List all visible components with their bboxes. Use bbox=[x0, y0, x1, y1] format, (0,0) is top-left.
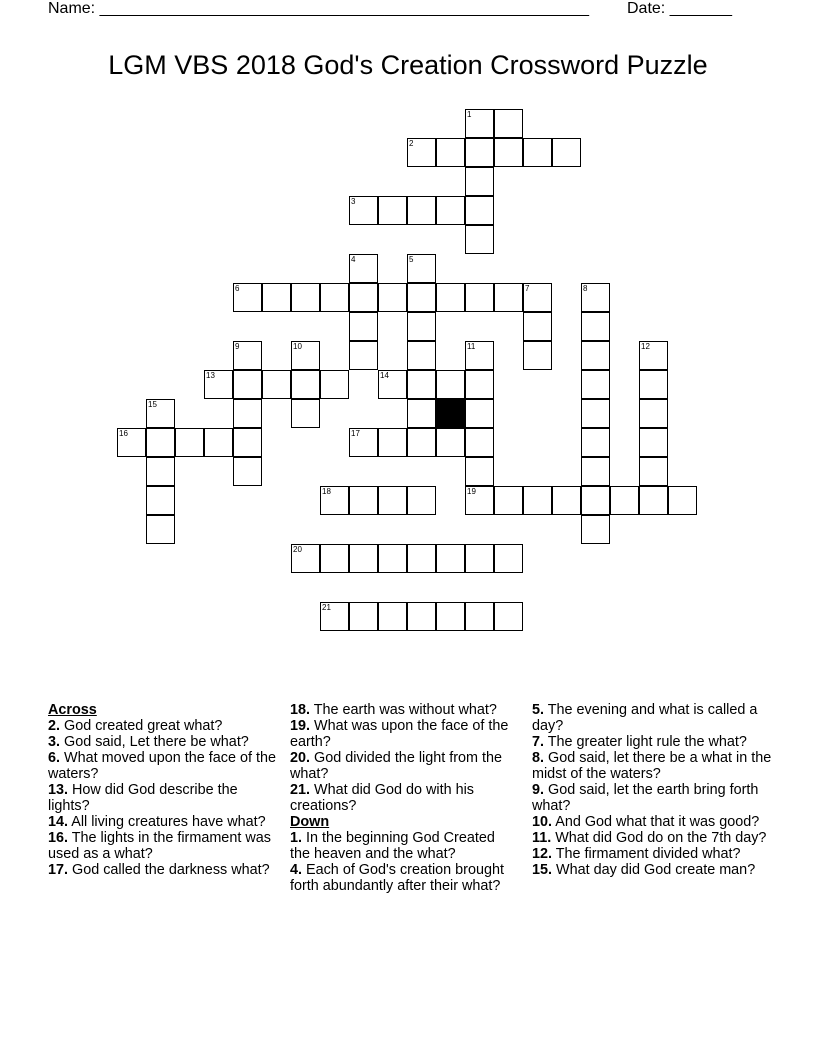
across-clue: 19. What was upon the face of the earth? bbox=[290, 718, 509, 750]
clue-number: 4 bbox=[351, 255, 356, 264]
crossword-cell[interactable] bbox=[523, 138, 552, 167]
down-clue: 1. In the beginning God Created the heaven and the what? bbox=[290, 830, 495, 862]
crossword-cell[interactable] bbox=[117, 428, 146, 457]
crossword-cell[interactable] bbox=[407, 138, 436, 167]
clue-number: 19 bbox=[467, 487, 476, 496]
crossword-cell[interactable] bbox=[291, 370, 320, 399]
crossword-cell[interactable] bbox=[407, 428, 436, 457]
crossword-cell[interactable] bbox=[465, 167, 494, 196]
crossword-cell[interactable] bbox=[581, 515, 610, 544]
crossword-cell[interactable] bbox=[581, 370, 610, 399]
clue-number: 17 bbox=[351, 429, 360, 438]
crossword-cell[interactable] bbox=[291, 283, 320, 312]
down-clue-list bbox=[290, 830, 518, 894]
page-title: LGM VBS 2018 God's Creation Crossword Puzzle bbox=[108, 50, 708, 80]
crossword-cell[interactable] bbox=[552, 138, 581, 167]
across-clue: 6. What moved upon the face of the waters? bbox=[48, 750, 277, 782]
crossword-cell[interactable] bbox=[581, 312, 610, 341]
crossword-cell[interactable] bbox=[465, 399, 494, 428]
crossword-cell[interactable] bbox=[523, 486, 552, 515]
crossword-cell[interactable] bbox=[407, 283, 436, 312]
across-heading: Across bbox=[48, 702, 97, 718]
crossword-cell[interactable] bbox=[436, 283, 465, 312]
across-clue: 21. What did God do with his creations? bbox=[290, 782, 474, 814]
down-clue: 12. The firmament divided what? bbox=[532, 846, 741, 862]
date-field[interactable]: Date: _______ bbox=[627, 0, 732, 17]
crossword-cell[interactable] bbox=[523, 341, 552, 370]
crossword-cell[interactable] bbox=[262, 370, 291, 399]
clue-number: 5 bbox=[409, 255, 414, 264]
crossword-cell[interactable] bbox=[465, 457, 494, 486]
crossword-cell[interactable] bbox=[465, 138, 494, 167]
blocked-cell bbox=[436, 399, 465, 428]
crossword-cell[interactable] bbox=[523, 283, 552, 312]
down-clue: 4. Each of God's creation brought forth abundantly after their what? bbox=[290, 862, 504, 894]
crossword-cell[interactable] bbox=[320, 283, 349, 312]
crossword-cell[interactable] bbox=[581, 457, 610, 486]
down-clue: 11. What did God do on the 7th day? bbox=[532, 830, 767, 846]
down-clue: 10. And God what that it was good? bbox=[532, 814, 760, 830]
crossword-cell[interactable] bbox=[320, 602, 349, 631]
crossword-cell[interactable] bbox=[436, 370, 465, 399]
crossword-cell[interactable] bbox=[465, 544, 494, 573]
crossword-cell[interactable] bbox=[407, 370, 436, 399]
crossword-cell[interactable] bbox=[378, 370, 407, 399]
crossword-cell[interactable] bbox=[320, 544, 349, 573]
crossword-cell[interactable] bbox=[494, 109, 523, 138]
clues-column-3 bbox=[532, 702, 772, 878]
crossword-cell[interactable] bbox=[465, 225, 494, 254]
across-clue-list bbox=[48, 718, 280, 878]
crossword-cell[interactable] bbox=[378, 196, 407, 225]
crossword-cell[interactable] bbox=[552, 486, 581, 515]
crossword-cell[interactable] bbox=[349, 428, 378, 457]
crossword-cell[interactable] bbox=[581, 428, 610, 457]
crossword-cell[interactable] bbox=[233, 283, 262, 312]
down-clue: 9. God said, let the earth bring forth what? bbox=[532, 782, 759, 814]
crossword-cell[interactable] bbox=[581, 341, 610, 370]
crossword-cell[interactable] bbox=[175, 428, 204, 457]
crossword-cell[interactable] bbox=[494, 486, 523, 515]
down-clue: 5. The evening and what is called a day? bbox=[532, 702, 758, 734]
down-clue: 8. God said, let there be a what in the midst of the waters? bbox=[532, 750, 772, 782]
down-heading: Down bbox=[290, 814, 330, 830]
clue-number: 18 bbox=[322, 487, 331, 496]
crossword-cell[interactable] bbox=[436, 138, 465, 167]
crossword-cell[interactable] bbox=[639, 457, 668, 486]
crossword-cell[interactable] bbox=[291, 399, 320, 428]
crossword-cell[interactable] bbox=[320, 370, 349, 399]
down-clue: 15. What day did God create man? bbox=[532, 862, 756, 878]
across-clue: 3. God said, Let there be what? bbox=[48, 734, 249, 750]
crossword-cell[interactable] bbox=[407, 312, 436, 341]
crossword-cell[interactable] bbox=[465, 109, 494, 138]
name-field[interactable]: Name: _______________________________________________________ bbox=[48, 0, 589, 17]
crossword-cell[interactable] bbox=[407, 399, 436, 428]
crossword-cell[interactable] bbox=[639, 399, 668, 428]
crossword-cell[interactable] bbox=[494, 602, 523, 631]
crossword-cell[interactable] bbox=[436, 602, 465, 631]
clues-column-2 bbox=[290, 702, 518, 894]
crossword-cell[interactable] bbox=[407, 341, 436, 370]
crossword-cell[interactable] bbox=[436, 428, 465, 457]
crossword-cell[interactable] bbox=[349, 602, 378, 631]
crossword-cell[interactable] bbox=[291, 544, 320, 573]
crossword-cell[interactable] bbox=[349, 312, 378, 341]
clue-number: 14 bbox=[380, 371, 389, 380]
crossword-cell[interactable] bbox=[146, 457, 175, 486]
crossword-cell[interactable] bbox=[378, 602, 407, 631]
clue-number: 11 bbox=[467, 342, 476, 351]
crossword-cell[interactable] bbox=[639, 370, 668, 399]
clue-number: 2 bbox=[409, 139, 414, 148]
crossword-cell[interactable] bbox=[233, 341, 262, 370]
crossword-cell[interactable] bbox=[639, 341, 668, 370]
across-clue: 20. God divided the light from the what? bbox=[290, 750, 502, 782]
down-clue: 7. The greater light rule the what? bbox=[532, 734, 747, 750]
clues-column-1 bbox=[48, 702, 280, 878]
crossword-cell[interactable] bbox=[146, 428, 175, 457]
across-clue: 16. The lights in the firmament was used as a what? bbox=[48, 830, 271, 862]
crossword-cell[interactable] bbox=[146, 399, 175, 428]
crossword-cell[interactable] bbox=[465, 602, 494, 631]
crossword-cell[interactable] bbox=[494, 544, 523, 573]
crossword-cell[interactable] bbox=[465, 428, 494, 457]
crossword-cell[interactable] bbox=[146, 515, 175, 544]
crossword-cell[interactable] bbox=[639, 486, 668, 515]
crossword-cell[interactable] bbox=[581, 283, 610, 312]
crossword-cell[interactable] bbox=[465, 283, 494, 312]
crossword-cell[interactable] bbox=[378, 486, 407, 515]
crossword-cell[interactable] bbox=[233, 457, 262, 486]
clue-number: 6 bbox=[235, 284, 240, 293]
crossword-cell[interactable] bbox=[465, 370, 494, 399]
clue-number: 8 bbox=[583, 284, 588, 293]
across-clue: 18. The earth was without what? bbox=[290, 702, 497, 718]
crossword-cell[interactable] bbox=[610, 486, 639, 515]
crossword-cell[interactable] bbox=[349, 254, 378, 283]
crossword-cell[interactable] bbox=[436, 196, 465, 225]
across-clue: 14. All living creatures have what? bbox=[48, 814, 266, 830]
down-clue-list-continued bbox=[532, 702, 772, 878]
crossword-cell[interactable] bbox=[668, 486, 697, 515]
crossword-cell[interactable] bbox=[349, 341, 378, 370]
crossword-cell[interactable] bbox=[378, 544, 407, 573]
crossword-cell[interactable] bbox=[465, 196, 494, 225]
crossword-cell[interactable] bbox=[262, 283, 291, 312]
crossword-cell[interactable] bbox=[378, 283, 407, 312]
across-clue: 13. How did God describe the lights? bbox=[48, 782, 238, 814]
crossword-cell[interactable] bbox=[407, 544, 436, 573]
crossword-cell[interactable] bbox=[436, 544, 465, 573]
clue-number: 21 bbox=[322, 603, 331, 612]
crossword-cell[interactable] bbox=[407, 196, 436, 225]
crossword-cell[interactable] bbox=[320, 486, 349, 515]
crossword-cell[interactable] bbox=[523, 312, 552, 341]
clue-number: 15 bbox=[148, 400, 157, 409]
crossword-cell[interactable] bbox=[494, 138, 523, 167]
crossword-cell[interactable] bbox=[146, 486, 175, 515]
crossword-cell[interactable] bbox=[465, 341, 494, 370]
across-clue: 17. God called the darkness what? bbox=[48, 862, 270, 878]
crossword-cell[interactable] bbox=[349, 544, 378, 573]
across-clue: 2. God created great what? bbox=[48, 718, 223, 734]
crossword-cell[interactable] bbox=[494, 283, 523, 312]
crossword-cell[interactable] bbox=[581, 486, 610, 515]
clue-number: 10 bbox=[293, 342, 302, 351]
crossword-cell[interactable] bbox=[233, 370, 262, 399]
clue-number: 20 bbox=[293, 545, 302, 554]
crossword-cell[interactable] bbox=[349, 196, 378, 225]
crossword-cell[interactable] bbox=[407, 602, 436, 631]
crossword-cell[interactable] bbox=[204, 428, 233, 457]
crossword-cell[interactable] bbox=[233, 428, 262, 457]
crossword-cell[interactable] bbox=[349, 486, 378, 515]
crossword-cell[interactable] bbox=[349, 283, 378, 312]
clue-number: 7 bbox=[525, 284, 530, 293]
crossword-cell[interactable] bbox=[465, 486, 494, 515]
clue-number: 13 bbox=[206, 371, 215, 380]
crossword-cell[interactable] bbox=[407, 486, 436, 515]
across-clue-list-continued bbox=[290, 702, 518, 814]
crossword-cell[interactable] bbox=[378, 428, 407, 457]
clue-number: 12 bbox=[641, 342, 650, 351]
clue-number: 1 bbox=[467, 110, 472, 119]
crossword-cell[interactable] bbox=[291, 341, 320, 370]
crossword-cell[interactable] bbox=[581, 399, 610, 428]
crossword-cell[interactable] bbox=[407, 254, 436, 283]
clue-number: 9 bbox=[235, 342, 240, 351]
clue-number: 3 bbox=[351, 197, 356, 206]
crossword-cell[interactable] bbox=[204, 370, 233, 399]
clue-number: 16 bbox=[119, 429, 128, 438]
crossword-cell[interactable] bbox=[233, 399, 262, 428]
crossword-cell[interactable] bbox=[639, 428, 668, 457]
